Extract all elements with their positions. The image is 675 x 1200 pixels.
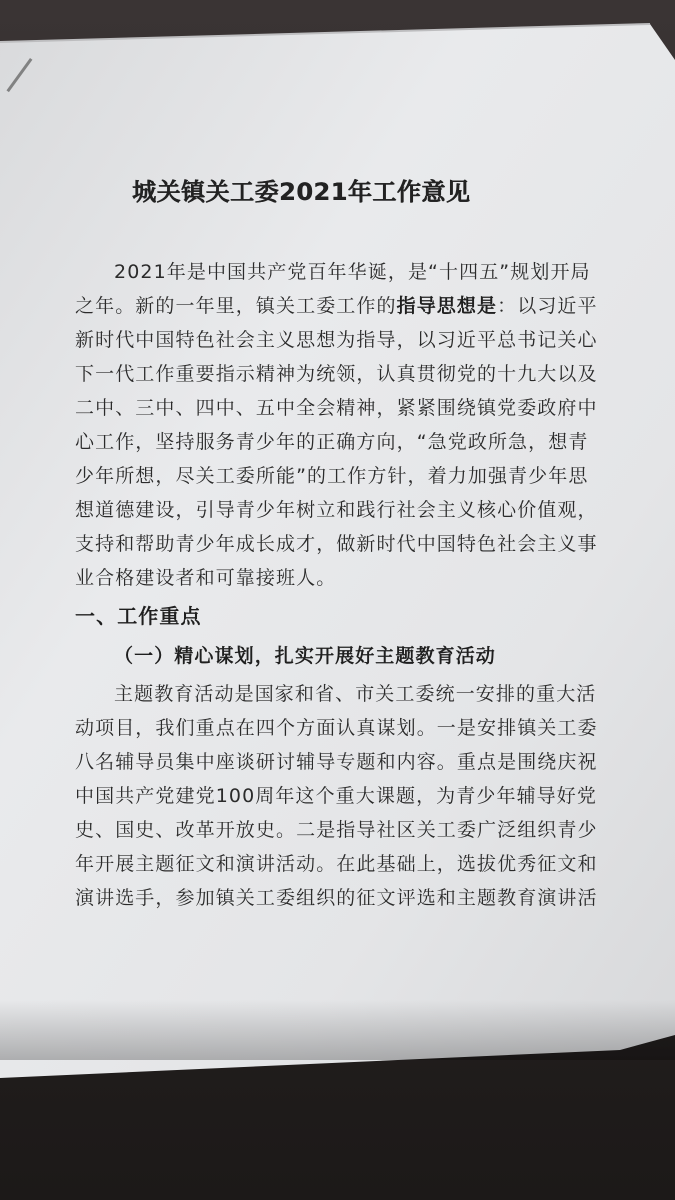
paragraph-1-line-5: 二中、三中、四中、五中全会精神，紧紧围绕镇党委政府中 xyxy=(75,397,598,419)
paragraph-1-line-6: 心工作，坚持服务青少年的正确方向，“急党政所急，想青 xyxy=(75,431,589,453)
paragraph-1-line-7: 少年所想，尽关工委所能”的工作方针，着力加强青少年思 xyxy=(75,465,589,487)
paragraph-2-line-7: 演讲选手，参加镇关工委组织的征文评选和主题教育演讲活 xyxy=(75,887,598,909)
guiding-ideology-label: 指导思想是 xyxy=(396,295,498,317)
subsection-heading-theme-education: （一）精心谋划，扎实开展好主题教育活动 xyxy=(114,645,496,667)
document-title: 城关镇关工委2021年工作意见 xyxy=(132,178,471,206)
section-heading-work-focus: 一、工作重点 xyxy=(75,604,202,628)
paragraph-2-line-2: 动项目，我们重点在四个方面认真谋划。一是安排镇关工委 xyxy=(75,717,598,739)
paragraph-1-line-9: 支持和帮助青少年成长成才，做新时代中国特色社会主义事 xyxy=(75,533,598,555)
paragraph-2-line-3: 八名辅导员集中座谈研讨辅导专题和内容。重点是围绕庆祝 xyxy=(75,751,598,773)
paragraph-1-line-2 xyxy=(75,290,640,322)
paragraph-2-line-1: 主题教育活动是国家和省、市关工委统一安排的重大活 xyxy=(114,683,597,705)
paragraph-1-line-3: 新时代中国特色社会主义思想为指导，以习近平总书记关心 xyxy=(75,329,598,351)
paragraph-1-line-2-tail: ：以习近平 xyxy=(497,295,598,317)
paragraph-1-line-4: 下一代工作重要指示精神为统领，认真贯彻党的十九大以及 xyxy=(75,363,598,385)
paragraph-1-line-1: 2021年是中国共产党百年华诞，是“十四五”规划开局 xyxy=(114,261,591,283)
paragraph-1-line-8: 想道德建设，引导青少年树立和践行社会主义核心价值观， xyxy=(75,499,598,521)
paragraph-2-line-6: 年开展主题征文和演讲活动。在此基础上，选拔优秀征文和 xyxy=(75,853,598,875)
paragraph-2-line-5: 史、国史、改革开放史。二是指导社区关工委广泛组织青少 xyxy=(75,819,598,841)
paragraph-1-line-10: 业合格建设者和可靠接班人。 xyxy=(75,567,337,589)
paragraph-1-line-2-text: 之年。新的一年里，镇关工委工作的 xyxy=(75,295,397,317)
paragraph-2-line-4: 中国共产党建党100周年这个重大课题，为青少年辅导好党 xyxy=(75,785,597,807)
